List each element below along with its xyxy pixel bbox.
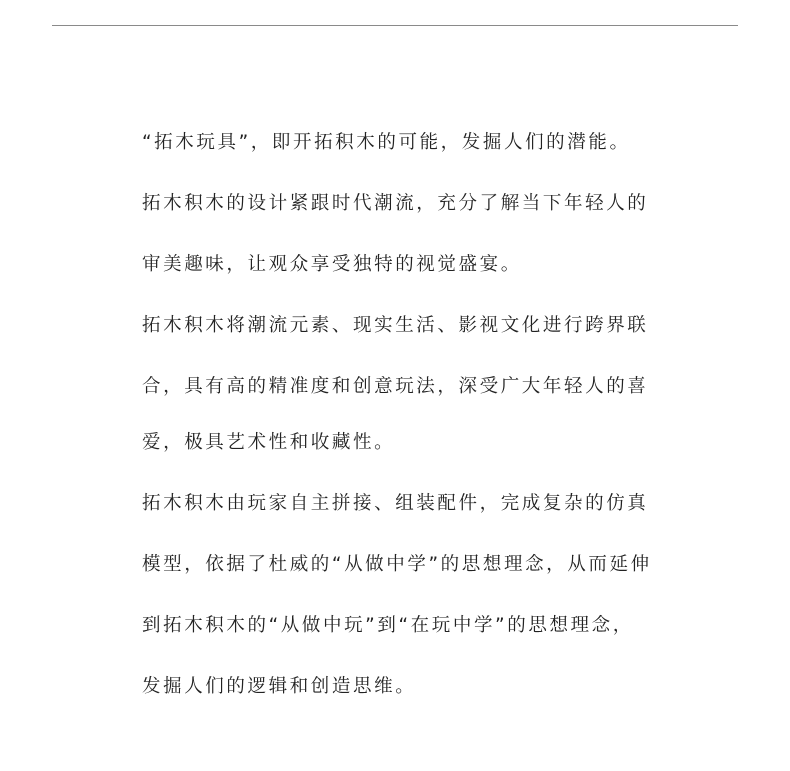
paragraph-4-line-4: 发掘人们的逻辑和创造思维。 (142, 676, 417, 697)
paragraph-4-line-2: 模型，依据了杜威的“从做中学”的思想理念，从而延伸 (142, 554, 652, 575)
paragraph-3-line-3: 爱，极具艺术性和收藏性。 (142, 432, 396, 453)
paragraph-2-line-2: 审美趣味，让观众享受独特的视觉盛宴。 (142, 254, 522, 275)
paragraph-4-line-1: 拓木积木由玩家自主拼接、组装配件，完成复杂的仿真 (142, 493, 649, 514)
top-divider (52, 25, 738, 26)
paragraph-3-line-1: 拓木积木将潮流元素、现实生活、影视文化进行跨界联 (142, 315, 649, 336)
paragraph-1-line-1: “拓木玩具”，即开拓积木的可能，发掘人们的潜能。 (142, 132, 631, 153)
paragraph-4-line-3: 到拓木积木的“从做中玩”到“在玩中学”的思想理念， (142, 615, 634, 636)
paragraph-3-line-2: 合，具有高的精准度和创意玩法，深受广大年轻人的喜 (142, 376, 649, 397)
paragraph-2-line-1: 拓木积木的设计紧跟时代潮流，充分了解当下年轻人的 (142, 193, 649, 214)
